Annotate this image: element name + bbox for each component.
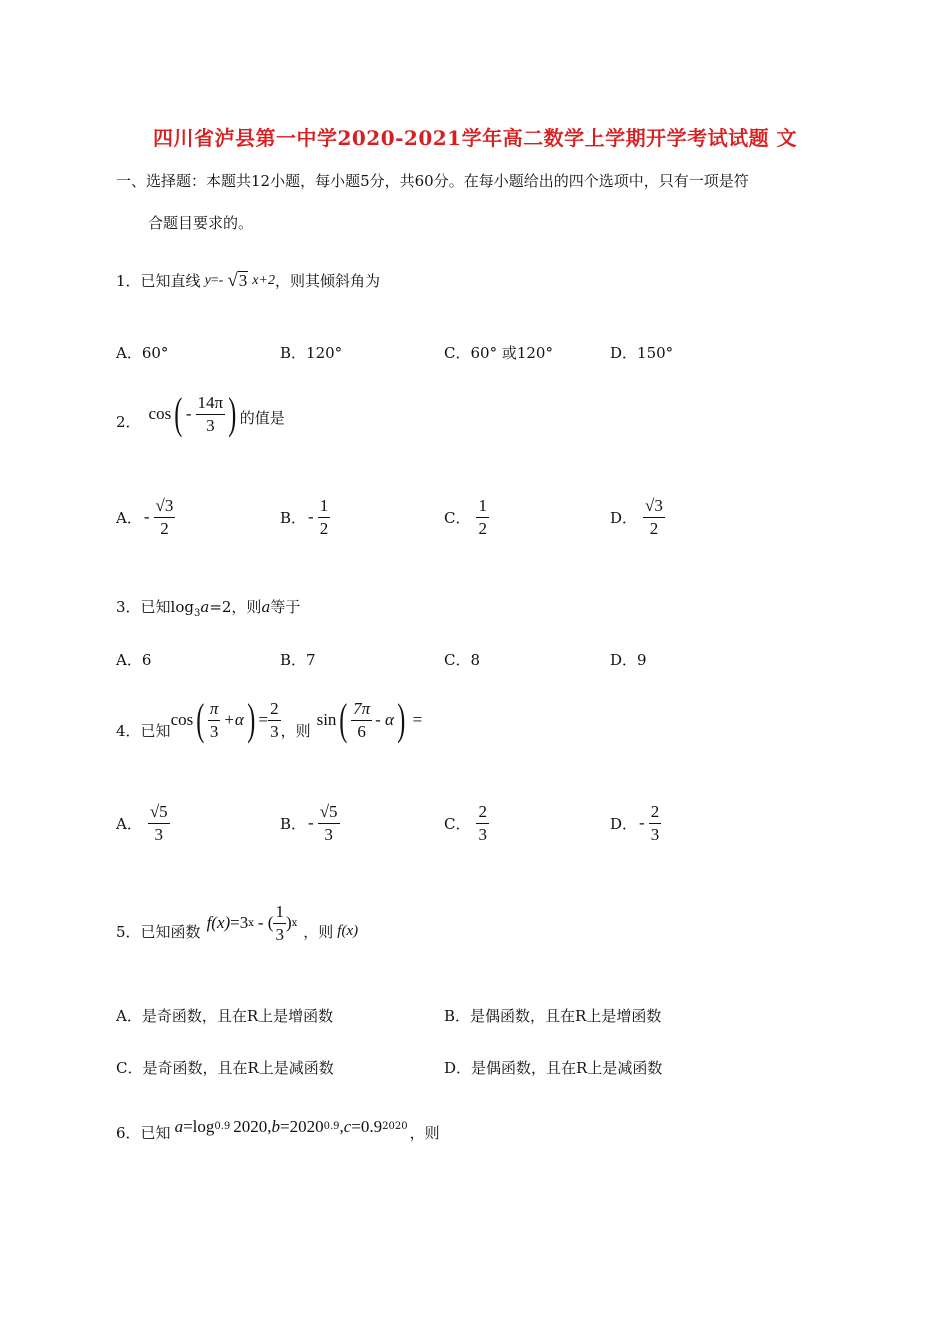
math-value: =2020 <box>280 1116 324 1136</box>
q5-option-a: A．是奇函数，且在R上是增函数 <box>116 1007 334 1025</box>
q2-option-d: D． $\frac{√3}{2}$ <box>610 496 663 538</box>
question-number: 4． <box>116 721 141 740</box>
fraction: $\frac{2}{3}$ <box>270 698 279 741</box>
math-value: 2020, <box>233 1116 272 1136</box>
q2-option-b: B． - $\frac{1}{2}$ <box>280 496 329 538</box>
question-2 <box>116 389 285 438</box>
question-text: 已知 <box>140 721 171 740</box>
math-value: =0.9 <box>351 1116 383 1136</box>
question-number: 6． <box>116 1124 141 1142</box>
math-var: b <box>271 1116 281 1136</box>
q3-option-d: D．9 <box>610 651 647 669</box>
fraction: $\frac{1}{3}$ <box>275 902 284 944</box>
question-text-post: ，则 <box>409 1124 440 1142</box>
math-close: ) <box>285 913 292 933</box>
log-base: 0.9 <box>214 1121 231 1132</box>
q2-option-a: A． - $\frac{√3}{2}$ <box>116 496 174 538</box>
question-number: 1． <box>116 272 141 290</box>
question-4 <box>116 695 423 744</box>
q5-option-b: B．是偶函数，且在R上是增函数 <box>444 1007 662 1025</box>
left-paren: ( <box>339 695 348 744</box>
math-var: a <box>174 1116 184 1136</box>
q1-option-d: D．150° <box>610 344 674 362</box>
question-text-post: ，则其倾斜角为 <box>274 272 380 290</box>
math-eq: = <box>258 710 269 729</box>
question-3 <box>116 596 300 619</box>
math-op: =- <box>210 272 224 288</box>
exponent: x <box>291 917 298 929</box>
fraction: $\frac{\pi}{3}$ <box>209 698 219 741</box>
math-comma: , <box>339 1116 344 1136</box>
math-minus: - ( <box>257 913 274 933</box>
question-text-mid: ，则 <box>303 922 334 941</box>
math-fx: f(x) <box>337 922 359 939</box>
section-instructions-line2: 合题目要求的。 <box>148 214 254 232</box>
math-minus: - <box>185 404 192 423</box>
sqrt-expr: √ 3 <box>227 270 248 292</box>
fraction: $\frac{14\pi}{3}$ <box>197 392 224 435</box>
page-title: 四川省泸县第一中学2020-2021学年高二数学上学期开学考试试题 文 <box>152 126 798 150</box>
math-eq: =3 <box>230 913 249 933</box>
question-number: 5． <box>116 922 141 941</box>
exponent: 0.9 <box>323 1121 340 1132</box>
question-number: 2． <box>116 412 141 431</box>
q4-option-b: B． - $\frac{√5}{3}$ <box>280 802 338 844</box>
section-instructions-line1: 一、选择题：本题共12小题，每小题5分，共60分。在每小题给出的四个选项中，只有一项是符 <box>116 172 749 190</box>
question-text-post: 等于 <box>270 598 301 616</box>
math-tail: x+2 <box>252 272 275 288</box>
question-text-mid: =2，则 <box>209 598 262 616</box>
question-text-mid: ，则 <box>280 721 311 740</box>
q4-option-d: D． - $\frac{2}{3}$ <box>610 802 660 844</box>
math-var: y <box>204 272 211 288</box>
q3-option-c: C．8 <box>444 651 481 669</box>
fraction: $\frac{7\pi}{6}$ <box>353 698 371 741</box>
q4-option-a: A． $\frac{√5}{3}$ <box>116 802 168 844</box>
math-fn: cos <box>170 710 194 729</box>
question-text-post: 的值是 <box>239 408 285 427</box>
exponent: x <box>248 917 254 929</box>
right-paren: ) <box>247 695 256 744</box>
question-5 <box>116 902 358 944</box>
q5-option-c: C．是奇函数，且在R上是减函数 <box>116 1059 334 1077</box>
math-var: a <box>261 598 271 616</box>
q5-option-d: D．是偶函数，且在R上是减函数 <box>444 1059 663 1077</box>
question-text: 已知直线 <box>140 272 201 290</box>
log-base: 3 <box>193 608 201 619</box>
right-paren: ) <box>397 695 406 744</box>
math-eq: = <box>412 710 423 729</box>
q4-option-c: C． $\frac{2}{3}$ <box>444 802 487 844</box>
math-term: +α <box>223 710 244 729</box>
exponent: 2020 <box>382 1121 408 1132</box>
q1-option-a: A．60° <box>116 344 169 362</box>
question-text: 已知函数 <box>140 922 201 941</box>
math-lhs: f(x) <box>206 913 231 933</box>
math-fn: sin <box>316 710 337 729</box>
math-var: a <box>200 598 210 616</box>
q1-option-c: C．60° 或120° <box>444 344 553 362</box>
math-log: =log <box>183 1116 215 1136</box>
math-fn: cos <box>148 404 172 423</box>
right-paren: ) <box>228 389 237 438</box>
left-paren: ( <box>196 695 205 744</box>
math-var: c <box>343 1116 352 1136</box>
question-6 <box>116 1110 440 1143</box>
question-text: 已知 <box>140 1124 171 1142</box>
math-term: - α <box>375 710 394 729</box>
question-text: 3．已知log <box>116 598 194 616</box>
question-1 <box>116 270 380 291</box>
q3-option-b: B．7 <box>280 651 316 669</box>
q1-option-b: B．120° <box>280 344 343 362</box>
q2-option-c: C． $\frac{1}{2}$ <box>444 496 487 538</box>
left-paren: ( <box>174 389 183 438</box>
q3-option-a: A．6 <box>116 651 152 669</box>
